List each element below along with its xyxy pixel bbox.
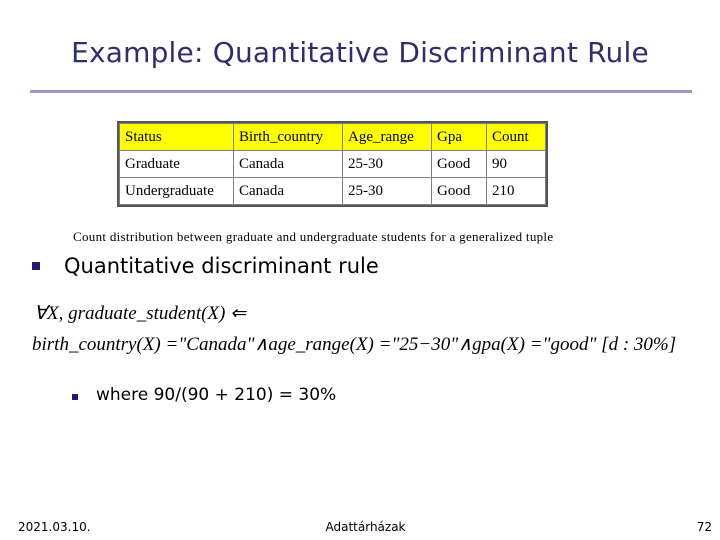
slide-title: Example: Quantitative Discriminant Rule <box>71 36 649 69</box>
header-gpa: Gpa <box>432 124 487 151</box>
table-cell: Canada <box>234 178 343 205</box>
footer-title: Adattárházak <box>325 520 406 534</box>
page-number: 72 <box>696 520 712 534</box>
table-cell: 25-30 <box>343 178 432 205</box>
table-cell: Canada <box>234 151 343 178</box>
bullet-text: Quantitative discriminant rule <box>64 254 379 278</box>
table-row <box>120 151 546 178</box>
table-cell: 25-30 <box>343 151 432 178</box>
table-cell: 90 <box>487 151 546 178</box>
table-cell: Good <box>432 178 487 205</box>
table-cell: Good <box>432 151 487 178</box>
header-birth-country: Birth_country <box>234 124 343 151</box>
table-cell: Graduate <box>120 151 234 178</box>
count-table <box>119 123 546 205</box>
header-count: Count <box>487 124 546 151</box>
formula-line-2: birth_country(X) ="Canada"∧age_range(X) ="25−30"∧gpa(X) ="good" [d : 30%] <box>32 334 677 355</box>
footer-date: 2021.03.10. <box>18 520 91 534</box>
header-age-range: Age_range <box>343 124 432 151</box>
sub-bullet-square-icon <box>72 394 78 400</box>
sub-bullet-text: where 90/(90 + 210) = 30% <box>96 385 337 405</box>
title-divider <box>30 90 692 93</box>
header-status: Status <box>120 124 234 151</box>
bullet-square-icon <box>32 262 40 270</box>
table-header-row <box>120 124 546 151</box>
table-cell: 210 <box>487 178 546 205</box>
formula-line-1: ∀X, graduate_student(X) ⇐ <box>34 303 247 324</box>
table-row <box>120 178 546 205</box>
table-caption: Count distribution between graduate and undergraduate students for a generalized tuple <box>73 229 554 244</box>
table-cell: Undergraduate <box>120 178 234 205</box>
